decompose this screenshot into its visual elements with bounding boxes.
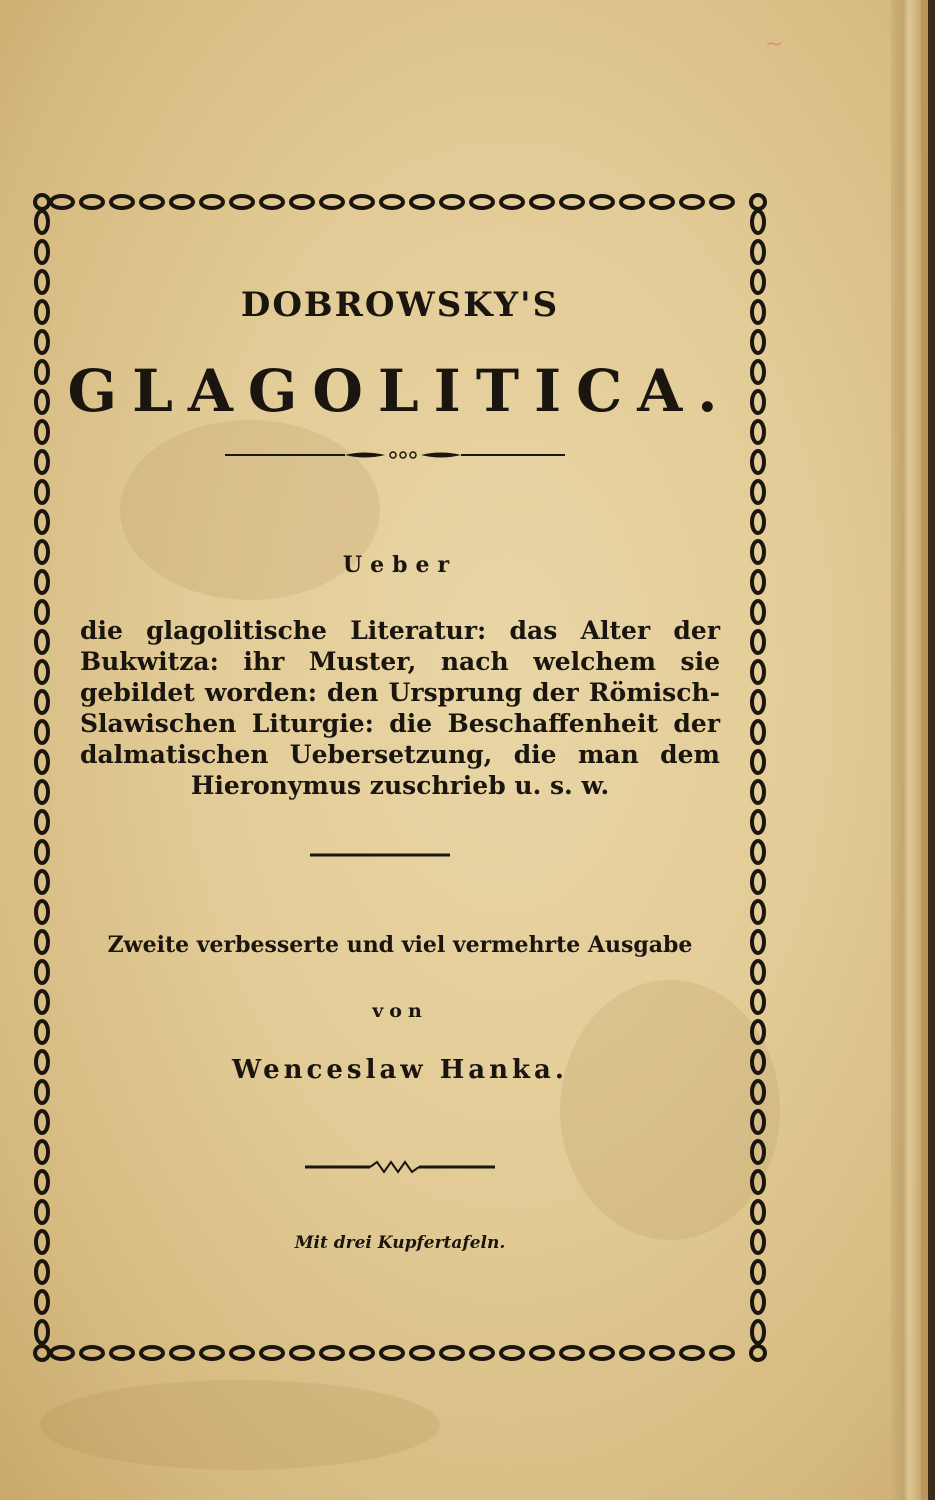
border-chain-link bbox=[36, 1261, 48, 1283]
border-chain-link bbox=[752, 1291, 764, 1313]
border-chain-link bbox=[501, 196, 523, 208]
border-chain-link bbox=[752, 571, 764, 593]
border-chain-link bbox=[261, 196, 283, 208]
border-chain-link bbox=[201, 196, 223, 208]
border-chain-link bbox=[141, 1347, 163, 1359]
border-chain-link bbox=[441, 196, 463, 208]
border-chain-link bbox=[752, 451, 764, 473]
border-chain-link bbox=[231, 1347, 253, 1359]
border-chain-link bbox=[752, 391, 764, 413]
border-chain-link bbox=[752, 361, 764, 383]
border-chain-link bbox=[561, 1347, 583, 1359]
book-title: GLAGOLITICA. bbox=[67, 357, 733, 425]
border-chain-link bbox=[36, 1171, 48, 1193]
border-chain-link bbox=[752, 601, 764, 623]
border-chain-link bbox=[752, 331, 764, 353]
border-chain-link bbox=[752, 1171, 764, 1193]
border-chain-link bbox=[681, 196, 703, 208]
border-chain-link bbox=[351, 1347, 373, 1359]
border-chain-link bbox=[81, 1347, 103, 1359]
border-chain-link bbox=[752, 1261, 764, 1283]
author-heading: DOBROWSKY'S bbox=[240, 285, 560, 325]
border-chain-link bbox=[752, 901, 764, 923]
border-chain-link bbox=[111, 1347, 133, 1359]
border-chain-link bbox=[36, 1021, 48, 1043]
border-chain-link bbox=[171, 196, 193, 208]
border-chain-link bbox=[411, 1347, 433, 1359]
border-chain-link bbox=[471, 196, 493, 208]
paper-stain bbox=[40, 1380, 440, 1470]
intro-word: Ueber bbox=[342, 552, 458, 578]
border-chain-link bbox=[711, 196, 733, 208]
border-chain-link bbox=[752, 211, 764, 233]
border-chain-link bbox=[36, 901, 48, 923]
border-chain-link bbox=[36, 1201, 48, 1223]
border-chain-link bbox=[36, 1051, 48, 1073]
border-chain-link bbox=[321, 1347, 343, 1359]
border-chain-link bbox=[561, 196, 583, 208]
border-chain-link bbox=[752, 241, 764, 263]
border-chain-link bbox=[36, 391, 48, 413]
border-chain-link bbox=[36, 511, 48, 533]
border-chain-link bbox=[36, 1321, 48, 1343]
border-chain-link bbox=[36, 931, 48, 953]
border-chain-link bbox=[36, 691, 48, 713]
border-chain-link bbox=[51, 1347, 73, 1359]
border-chain-link bbox=[752, 421, 764, 443]
border-chain-link bbox=[752, 1111, 764, 1133]
border-chain-link bbox=[291, 1347, 313, 1359]
ornamental-rule-bottom bbox=[305, 1160, 495, 1174]
by-line: von bbox=[372, 1000, 428, 1022]
plates-note: Mit drei Kupfertafeln. bbox=[294, 1233, 506, 1253]
editor-name: Wenceslaw Hanka. bbox=[232, 1055, 568, 1085]
border-chain-link bbox=[531, 196, 553, 208]
border-chain-link bbox=[261, 1347, 283, 1359]
border-chain-link bbox=[36, 721, 48, 743]
border-chain-link bbox=[36, 331, 48, 353]
border-corner-ornament bbox=[35, 195, 49, 209]
pencil-mark: ~ bbox=[765, 32, 784, 57]
border-chain-link bbox=[36, 481, 48, 503]
border-chain-link bbox=[36, 1081, 48, 1103]
border-chain-link bbox=[591, 1347, 613, 1359]
border-chain-link bbox=[752, 1321, 764, 1343]
border-chain-link bbox=[441, 1347, 463, 1359]
border-corner-ornament bbox=[751, 1346, 765, 1360]
border-chain-link bbox=[36, 871, 48, 893]
border-chain-link bbox=[752, 511, 764, 533]
border-chain-link bbox=[351, 196, 373, 208]
border-chain-link bbox=[752, 1081, 764, 1103]
border-chain-link bbox=[752, 1141, 764, 1163]
ornamental-rule-top bbox=[225, 448, 565, 462]
divider-rule bbox=[310, 852, 450, 858]
border-chain-link bbox=[36, 1291, 48, 1313]
border-chain-link bbox=[81, 196, 103, 208]
border-chain-link bbox=[471, 1347, 493, 1359]
border-chain-link bbox=[752, 1201, 764, 1223]
border-chain-link bbox=[752, 961, 764, 983]
border-chain-link bbox=[36, 1111, 48, 1133]
border-chain-link bbox=[36, 451, 48, 473]
border-chain-link bbox=[752, 631, 764, 653]
border-chain-link bbox=[501, 1347, 523, 1359]
border-chain-link bbox=[752, 931, 764, 953]
border-chain-link bbox=[621, 1347, 643, 1359]
border-chain-link bbox=[752, 811, 764, 833]
border-chain-link bbox=[291, 196, 313, 208]
border-chain-link bbox=[36, 421, 48, 443]
border-chain-link bbox=[36, 661, 48, 683]
border-chain-link bbox=[51, 196, 73, 208]
border-chain-link bbox=[531, 1347, 553, 1359]
border-chain-link bbox=[36, 211, 48, 233]
edition-line: Zweite verbesserte und viel vermehrte Ausgabe bbox=[107, 932, 693, 958]
border-chain-link bbox=[752, 871, 764, 893]
border-chain-link bbox=[36, 811, 48, 833]
description-paragraph: die glagolitische Literatur: das Alter der Bukwitza: ihr Muster, nach welchem sie gebildet worden: den Ursprung der Römisch-Slawischen Liturgie: die Beschaffenheit der dalmatischen Uebersetzung, die man dem Hieronymus zuschrieb u. s. w. bbox=[80, 616, 720, 800]
border-chain-link bbox=[231, 196, 253, 208]
border-chain-link bbox=[36, 541, 48, 563]
border-chain-link bbox=[752, 721, 764, 743]
border-chain-link bbox=[201, 1347, 223, 1359]
border-chain-link bbox=[381, 196, 403, 208]
border-chain-link bbox=[321, 196, 343, 208]
border-chain-link bbox=[752, 991, 764, 1013]
border-corner-ornament bbox=[35, 1346, 49, 1360]
border-chain-link bbox=[681, 1347, 703, 1359]
page-edge bbox=[891, 0, 921, 1500]
border-chain-link bbox=[752, 841, 764, 863]
border-chain-link bbox=[651, 1347, 673, 1359]
border-chain-link bbox=[36, 961, 48, 983]
border-chain-link bbox=[752, 301, 764, 323]
border-chain-link bbox=[36, 841, 48, 863]
border-chain-link bbox=[36, 361, 48, 383]
border-chain-link bbox=[411, 196, 433, 208]
border-chain-link bbox=[36, 571, 48, 593]
border-chain-link bbox=[36, 781, 48, 803]
border-chain-link bbox=[752, 691, 764, 713]
border-chain-link bbox=[141, 196, 163, 208]
border-chain-link bbox=[651, 196, 673, 208]
border-chain-link bbox=[36, 1231, 48, 1253]
border-chain-link bbox=[752, 751, 764, 773]
border-chain-link bbox=[752, 541, 764, 563]
border-chain-link bbox=[752, 1021, 764, 1043]
border-chain-link bbox=[752, 481, 764, 503]
border-corner-ornament bbox=[751, 195, 765, 209]
border-chain-link bbox=[591, 196, 613, 208]
border-chain-link bbox=[621, 196, 643, 208]
border-chain-link bbox=[36, 751, 48, 773]
border-chain-link bbox=[36, 631, 48, 653]
border-chain-link bbox=[752, 1051, 764, 1073]
border-chain-link bbox=[381, 1347, 403, 1359]
border-chain-link bbox=[111, 196, 133, 208]
border-chain-link bbox=[752, 781, 764, 803]
border-chain-link bbox=[36, 271, 48, 293]
border-chain-link bbox=[711, 1347, 733, 1359]
border-chain-link bbox=[36, 1141, 48, 1163]
border-chain-link bbox=[36, 241, 48, 263]
border-chain-link bbox=[36, 991, 48, 1013]
border-chain-link bbox=[36, 301, 48, 323]
border-chain-link bbox=[36, 601, 48, 623]
border-chain-link bbox=[752, 661, 764, 683]
border-chain-link bbox=[752, 271, 764, 293]
border-chain-link bbox=[752, 1231, 764, 1253]
border-chain-link bbox=[171, 1347, 193, 1359]
